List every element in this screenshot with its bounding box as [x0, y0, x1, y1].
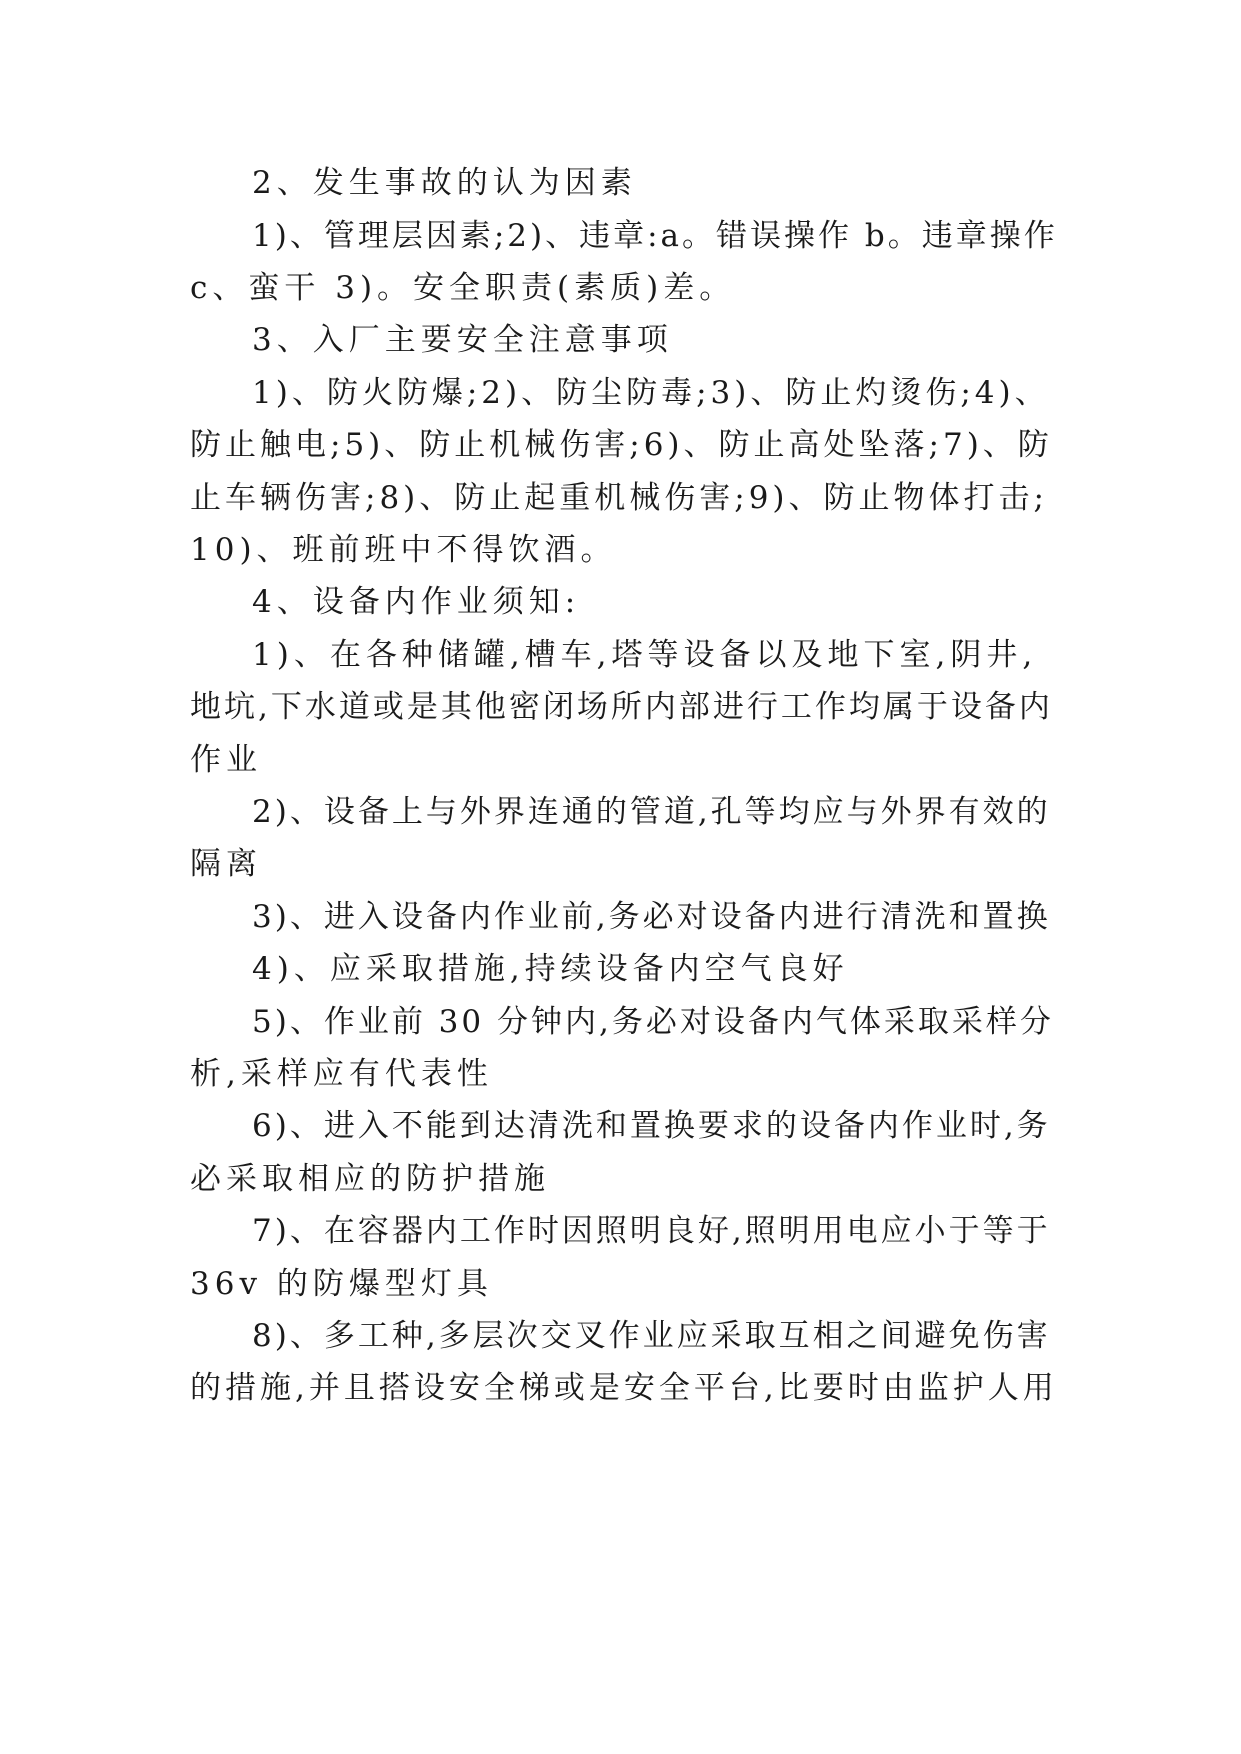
heading-accident-factors: 2、发生事故的认为因素 — [252, 165, 637, 201]
paragraph-line: 1)、管理层因素;2)、违章:a。错误操作 b。违章操作 — [252, 218, 1058, 254]
paragraph-line: 1)、在各种储罐,槽车,塔等设备以及地下室,阴井, — [252, 637, 1038, 673]
paragraph-line: 止车辆伤害;8)、防止起重机械伤害;9)、防止物体打击; — [190, 480, 1048, 516]
heading-confined-space: 4、设备内作业须知: — [252, 584, 581, 620]
paragraph-line: 2)、设备上与外界连通的管道,孔等均应与外界有效的 — [252, 794, 1051, 830]
paragraph-line: 隔离 — [190, 846, 262, 882]
paragraph-line: 防止触电;5)、防止机械伤害;6)、防止高处坠落;7)、防 — [190, 427, 1053, 463]
paragraph-line: 析,采样应有代表性 — [190, 1056, 493, 1092]
paragraph-line: 3)、进入设备内作业前,务必对设备内进行清洗和置换 — [252, 899, 1051, 935]
paragraph-line: 的措施,并且搭设安全梯或是安全平台,比要时由监护人用 — [190, 1370, 1058, 1406]
paragraph-line: 36v 的防爆型灯具 — [190, 1266, 493, 1302]
paragraph-line: 8)、多工种,多层次交叉作业应采取互相之间避免伤害 — [252, 1318, 1051, 1354]
paragraph-line: 作业 — [190, 742, 262, 778]
paragraph-line: 4)、应采取措施,持续设备内空气良好 — [252, 951, 849, 987]
paragraph-line: 必采取相应的防护措施 — [190, 1161, 550, 1197]
paragraph-line: 6)、进入不能到达清洗和置换要求的设备内作业时,务 — [252, 1108, 1051, 1144]
paragraph-line: c、蛮干 3)。安全职责(素质)差。 — [190, 270, 736, 306]
heading-safety-notes: 3、入厂主要安全注意事项 — [252, 322, 673, 358]
paragraph-line: 地坑,下水道或是其他密闭场所内部进行工作均属于设备内 — [190, 689, 1053, 725]
paragraph-line: 10)、班前班中不得饮酒。 — [190, 532, 617, 568]
paragraph-line: 5)、作业前 30 分钟内,务必对设备内气体采取采样分 — [252, 1004, 1054, 1040]
paragraph-line: 1)、防火防爆;2)、防尘防毒;3)、防止灼烫伤;4)、 — [252, 375, 1050, 411]
paragraph-line: 7)、在容器内工作时因照明良好,照明用电应小于等于 — [252, 1213, 1051, 1249]
